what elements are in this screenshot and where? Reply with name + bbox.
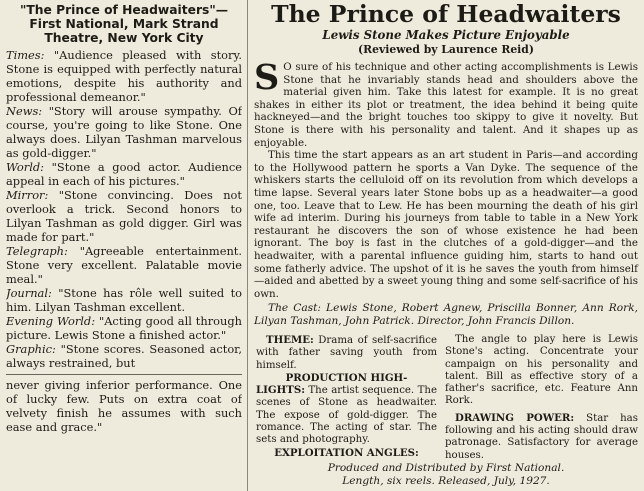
- showman-notes: [256, 334, 638, 464]
- review-evening-world: Evening World: "Acting good all through picture. Lewis Stone a finished actor.": [6, 314, 242, 342]
- release-line: Length, six reels. Released, July, 1927.: [342, 475, 550, 487]
- heading-line: First National, Mark Strand: [29, 17, 219, 31]
- production-note: PRODUCTION HIGH- LIGHTS: The artist sequence. The scenes of Stone as headwaiter. The expose of gold-digger. The romance. The acting of star. The sets and photography.: [256, 371, 437, 446]
- article-subtitle: Lewis Stone Makes Picture Enjoyable: [322, 28, 570, 42]
- review-times: Times: "Audience pleased with story. Stone is equipped with perfectly natural emotions, despite his authority and professional demeanor.": [6, 48, 242, 104]
- review-telegraph: Telegraph: "Agreeable entertainment. Stone very excellent. Palatable movie meal.": [6, 244, 242, 286]
- article-title: The Prince of Headwaiters: [271, 0, 621, 28]
- drawing-power-note: DRAWING POWER: Star has following and his acting should draw patronage. Satisfactory for average houses.: [445, 411, 638, 461]
- production-credits: [254, 462, 638, 488]
- cast-credits: The Cast: Lewis Stone, Robert Agnew, Priscilla Bonner, Ann Rork, Lilyan Tashman, John Patrick. Director, John Francis Dillon.: [254, 302, 638, 328]
- review-journal: Journal: "Stone has rôle well suited to him. Lilyan Tashman excellent.: [6, 286, 242, 314]
- article-byline: (Reviewed by Laurence Reid): [358, 43, 534, 56]
- article-paragraph: S O sure of his technique and other acting accomplishments is Lewis Stone that he invariably stands head and shoulders above the material given him. Take this latest for example. It is no great shakes in either its plot or treatment, the idea behind it being quite hackneyed—and the bright touches too skippy to give it novelty. But Stone is there with his personality and talent. And it shapes up as enjoyable.: [254, 57, 638, 149]
- exploitation-label: EXPLOITATION ANGLES:: [274, 446, 419, 459]
- review-graphic: Graphic: "Stone scores. Seasoned actor, always restrained, but: [6, 342, 242, 370]
- heading-line: "The Prince of Headwaiters"—: [19, 3, 229, 17]
- notes-column-left: [256, 334, 437, 459]
- notes-column-right: [445, 334, 638, 462]
- review-news: News: "Story will arouse sympathy. Of course, you're going to like Stone. One always does. Lilyan Tashman marvelous as gold-digger.": [6, 104, 242, 160]
- drop-cap: S: [254, 57, 280, 98]
- review-graphic-continued: never giving inferior performance. One of lucky few. Puts on extra coat of velvety finish he assumes with such ease and grace.": [6, 378, 242, 434]
- theme-note: THEME: Drama of self-sacrifice with father saving youth from himself.: [256, 334, 437, 371]
- distributor-line: Produced and Distributed by First National.: [327, 462, 565, 474]
- press-reviews-column: [6, 3, 242, 489]
- column-divider: [247, 0, 248, 491]
- exploitation-note: The angle to play here is Lewis Stone's acting. Concentrate your campaign on his personality and talent. Bill as effective story of a father's sacrifice, etc. Feature Ann Rork.: [445, 334, 638, 407]
- review-mirror: Mirror: "Stone convincing. Does not overlook a trick. Second honors to Lilyan Tashman as gold digger. Girl was made for part.": [6, 188, 242, 244]
- press-reviews-heading: [6, 3, 242, 45]
- heading-line: Theatre, New York City: [44, 31, 204, 45]
- column-rule: [6, 374, 242, 375]
- review-world: World: "Stone a good actor. Audience appeal in each of his pictures.": [6, 160, 242, 188]
- article-paragraph: This time the start appears as an art student in Paris—and according to the Hollywood pattern he sports a Van Dyke. The sequence of the whiskers starts the celluloid off on its revolution from which develops a time lapse. Several years later Stone bobs up as a headwaiter—a good one, too. Leave that to Lew. He has been mourning the death of his girl wife ad interim. During his journeys from table to table in a New York restaurant he discovers the son of whose existence he had been ignorant. The boy is fast in the clutches of a gold-digger—and the headwaiter, with a parental influence guiding him, starts to hand out some fatherly advice. The upshot of it is he saves the youth from himself—aided and abetted by a sweet young thing and some self-sacrifice of his own.: [254, 149, 638, 300]
- article: [254, 0, 638, 491]
- article-body: [254, 57, 638, 300]
